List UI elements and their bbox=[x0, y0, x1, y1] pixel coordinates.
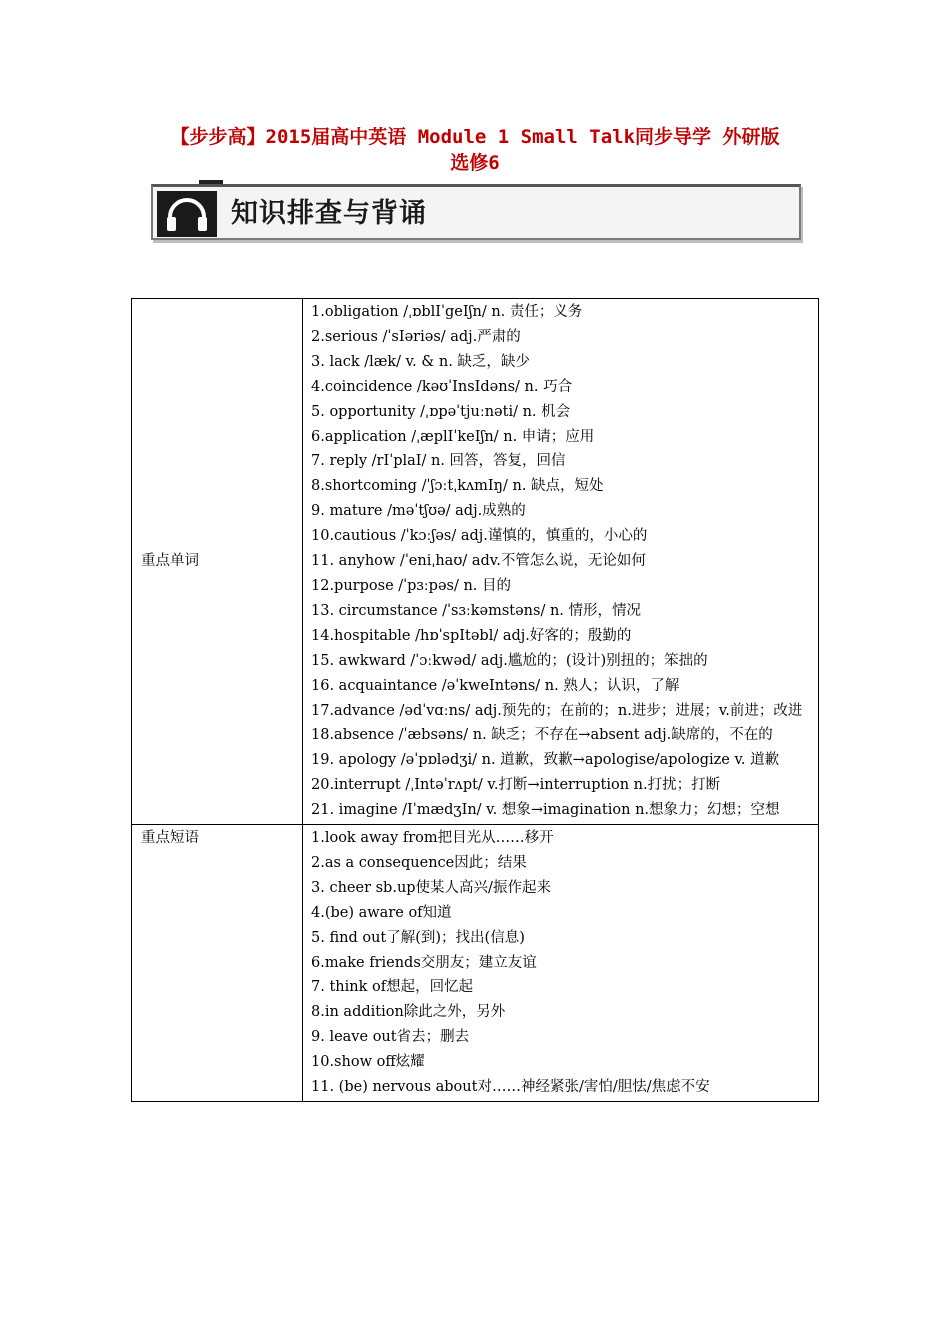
list-item: 8.in addition除此之外，另外 bbox=[311, 1004, 506, 1021]
banner-title: 知识排查与背诵 bbox=[231, 198, 427, 229]
banner-icon-box bbox=[157, 191, 217, 237]
list-item: 15. awkward /ˈɔːkwəd/ adj.尴尬的；(设计)别扭的；笨拙的 bbox=[311, 652, 708, 669]
table-row bbox=[132, 825, 819, 1102]
key-phrases-list bbox=[303, 825, 819, 1102]
key-words-list bbox=[303, 299, 819, 825]
list-item: 3. cheer sb.up使某人高兴/振作起来 bbox=[311, 879, 551, 896]
list-item: 17.advance /ədˈvɑːns/ adj.预先的；在前的；n.进步；进展；v.前进；改进 bbox=[311, 702, 803, 719]
list-item: 9. mature /məˈtʃʊə/ adj.成熟的 bbox=[311, 503, 526, 520]
list-item: 1.look away from把目光从……移开 bbox=[311, 830, 554, 847]
list-item: 11. anyhow /ˈeniˌhaʊ/ adv.不管怎么说，无论如何 bbox=[311, 553, 646, 570]
banner-tab-decoration bbox=[199, 180, 223, 184]
list-item: 7. reply /rIˈplaI/ n. 回答，答复，回信 bbox=[311, 453, 566, 470]
document-title-line-1: 【步步高】2015届高中英语 Module 1 Small Talk同步导学 外研版 bbox=[170, 126, 780, 148]
list-item: 12.purpose /ˈpɜːpəs/ n. 目的 bbox=[311, 577, 512, 594]
list-item: 14.hospitable /hɒˈspItəbl/ adj.好客的；殷勤的 bbox=[311, 627, 632, 644]
list-item: 10.show off炫耀 bbox=[311, 1054, 425, 1071]
list-item: 6.application /ˌæplIˈkeIʃn/ n. 申请；应用 bbox=[311, 428, 595, 445]
list-item: 5. opportunity /ˌɒpəˈtjuːnəti/ n. 机会 bbox=[311, 403, 571, 420]
list-item: 1.obligation /ˌɒblIˈgeIʃn/ n. 责任；义务 bbox=[311, 304, 583, 320]
list-item: 3. lack /læk/ v. & n. 缺乏，缺少 bbox=[311, 353, 530, 370]
list-item: 20.interrupt /ˌIntəˈrʌpt/ v.打断→interruption n.打扰；打断 bbox=[311, 777, 721, 794]
list-item: 5. find out了解(到)；找出(信息) bbox=[311, 929, 525, 946]
key-phrases-label: 重点短语 bbox=[132, 825, 303, 1102]
list-item: 19. apology /əˈpɒlədʒi/ n. 道歉，致歉→apologise/apologize v. 道歉 bbox=[311, 752, 780, 769]
list-item: 11. (be) nervous about对……神经紧张/害怕/胆怯/焦虑不安 bbox=[311, 1079, 710, 1096]
section-banner bbox=[151, 184, 801, 240]
table-row bbox=[132, 299, 819, 825]
key-words-label: 重点单词 bbox=[132, 299, 303, 825]
list-item: 21. imagine /IˈmædʒIn/ v. 想象→imagination n.想象力；幻想；空想 bbox=[311, 802, 780, 819]
document-title-line-2: 选修6 bbox=[450, 152, 500, 174]
list-item: 16. acquaintance /əˈkweIntəns/ n. 熟人；认识，了解 bbox=[311, 677, 680, 694]
list-item: 2.as a consequence因此；结果 bbox=[311, 854, 527, 871]
list-item: 9. leave out省去；删去 bbox=[311, 1029, 470, 1046]
list-item: 6.make friends交朋友；建立友谊 bbox=[311, 954, 537, 971]
headphones-icon bbox=[165, 195, 209, 233]
list-item: 4.(be) aware of知道 bbox=[311, 904, 452, 921]
document-title bbox=[0, 124, 950, 176]
list-item: 13. circumstance /ˈsɜːkəmstəns/ n. 情形，情况 bbox=[311, 602, 642, 619]
list-item: 4.coincidence /kəʊˈInsIdəns/ n. 巧合 bbox=[311, 378, 573, 395]
list-item: 2.serious /ˈsIəriəs/ adj.严肃的 bbox=[311, 328, 521, 345]
list-item: 8.shortcoming /ˈʃɔːtˌkʌmIŋ/ n. 缺点，短处 bbox=[311, 478, 604, 495]
list-item: 10.cautious /ˈkɔːʃəs/ adj.谨慎的，慎重的，小心的 bbox=[311, 528, 648, 545]
list-item: 18.absence /ˈæbsəns/ n. 缺乏；不存在→absent adj.缺席的，不在的 bbox=[311, 727, 773, 744]
list-item: 7. think of想起，回忆起 bbox=[311, 979, 474, 996]
knowledge-table bbox=[131, 298, 819, 1102]
